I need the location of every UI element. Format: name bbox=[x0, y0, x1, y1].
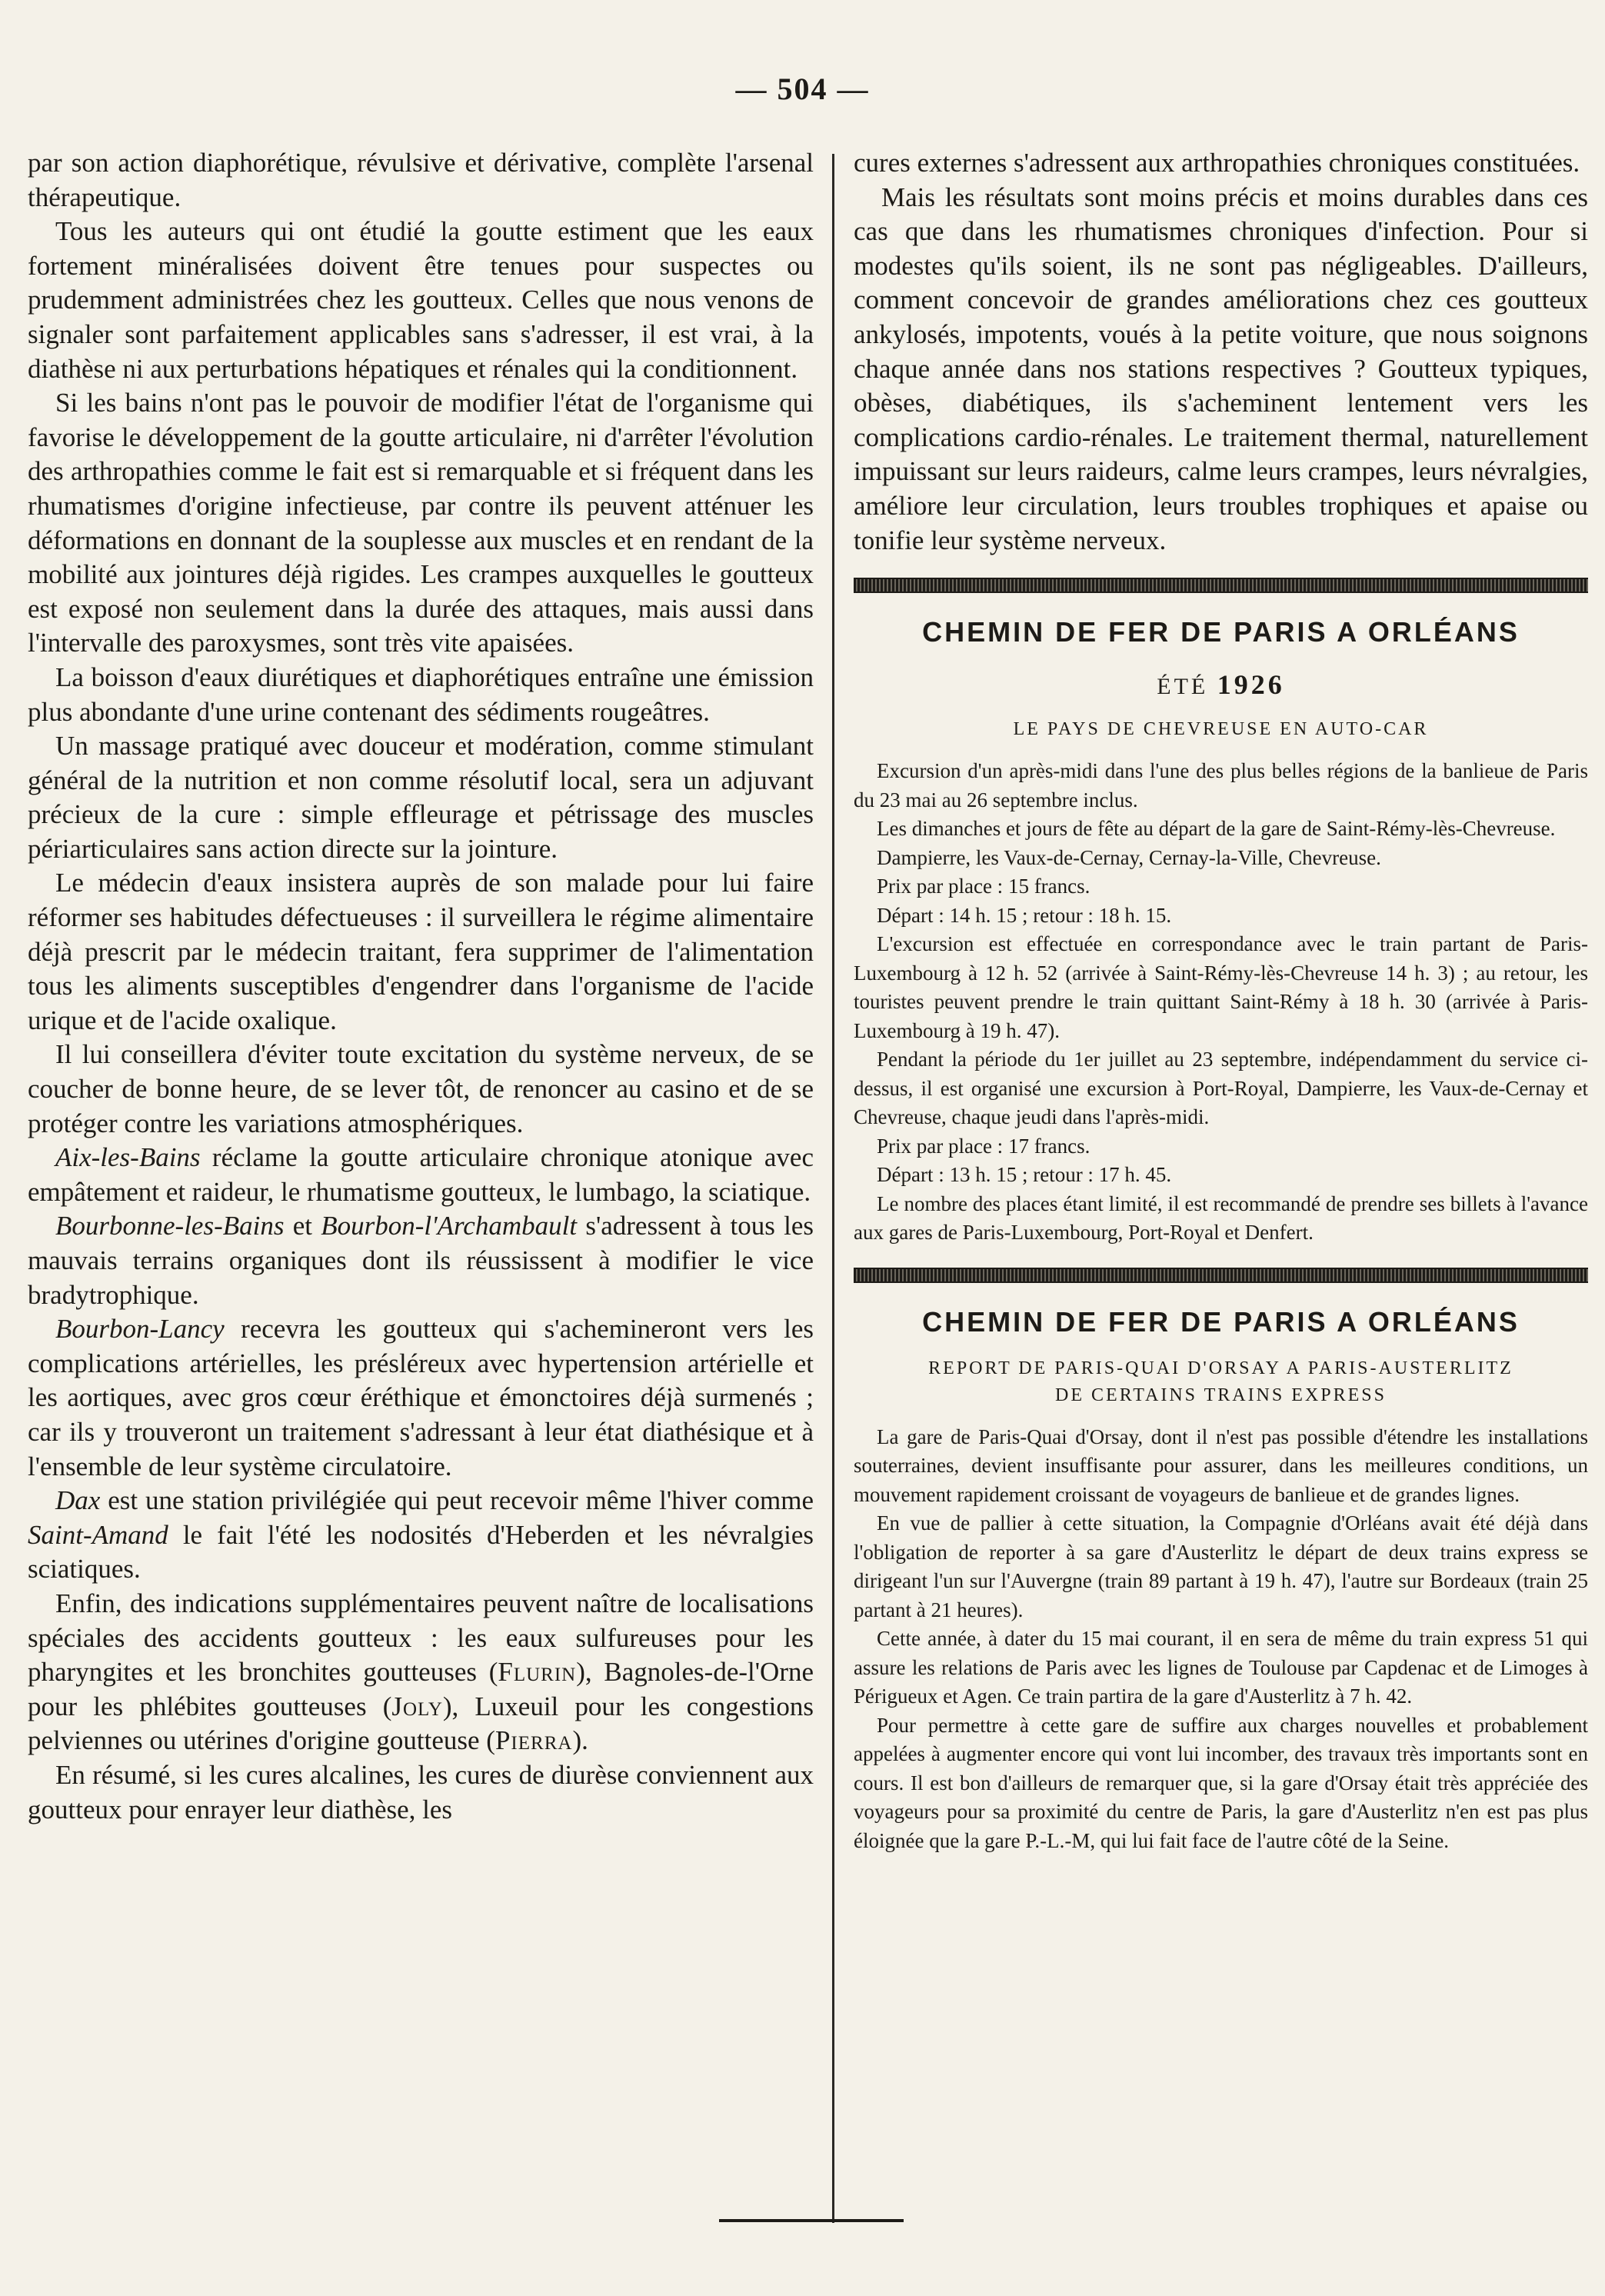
dax-text-a: est une station privilégiée qui peut recevoir même l'hiver comme bbox=[100, 1485, 814, 1516]
left-paragraph-7: Il lui conseillera d'éviter toute excitation du système nerveux, de se coucher de bonne heure, de se lever tôt, de renoncer au casino et de se protéger contre les variations atmosphériques. bbox=[28, 1039, 814, 1138]
ad1-title: CHEMIN DE FER DE PARIS A ORLÉANS bbox=[922, 616, 1520, 648]
left-paragraph-bourbon-lancy bbox=[28, 1312, 814, 1484]
advertisement-chevreuse bbox=[854, 616, 1588, 1248]
left-paragraph-3: Si les bains n'ont pas le pouvoir de modifier l'état de l'organisme qui favorise le développement de la goutte articulaire, ni d'arrêter l'évolution des arthropathies comme le fait est si remarquable et si fréquent dans les rhumatismes d'origine infectieuse, par contre ils peuvent atténuer les déformations en donnant de la souplesse aux muscles et en rendant de la mobilité aux jointures déjà rigides. Les crampes auxquelles le goutteux est exposé non seulement dans la durée des attaques, mais aussi dans l'intervalle des paroxysmes, sont très vite apaisées. bbox=[28, 388, 814, 658]
left-paragraph-bourbonne bbox=[28, 1209, 814, 1312]
ad1-paragraph-8: Prix par place : 17 francs. bbox=[877, 1134, 1091, 1158]
ad2-paragraph-2: En vue de pallier à cette situation, la Compagnie d'Orléans avait été déjà dans l'obligation de reporter à sa gare d'Austerlitz le départ de deux trains express se dirigeant l'un sur l'Auvergne (train 89 partant à 19 h. 47), l'autre sur Bordeaux (train 25 partant à 21 heures). bbox=[854, 1511, 1588, 1621]
author-flurin: Flurin bbox=[498, 1657, 577, 1688]
ad1-paragraph-6: L'excursion est effectuée en correspondance avec le train partant de Paris-Luxembourg à 12 h. 52 (arrivée à Saint-Rémy-lès-Chevreuse 14 h. 3) ; au retour, les touristes peuvent prendre le train quittant Saint-Rémy à 18 h. 30 (arrivée à Paris-Luxembourg à 19 h. 47). bbox=[854, 932, 1588, 1042]
station-name-bourbonne: Bourbonne-les-Bains bbox=[55, 1211, 285, 1241]
ad2-title: CHEMIN DE FER DE PARIS A ORLÉANS bbox=[922, 1305, 1520, 1338]
enfin-text-b: ), Bagnoles-de-l'Orne pour les phlébites goutteuses ( bbox=[28, 1657, 814, 1721]
ad1-paragraph-10: Le nombre des places étant limité, il est recommandé de prendre ses billets à l'avance aux gares de Paris-Luxembourg, Port-Royal et Denfert. bbox=[854, 1191, 1588, 1245]
left-paragraph-aix bbox=[28, 1141, 814, 1209]
ad1-paragraph-4: Prix par place : 15 francs. bbox=[877, 875, 1091, 898]
ad1-paragraph-7: Pendant la période du 1er juillet au 23 septembre, indépendamment du service ci-dessus, il est organisé une excursion à Port-Royal, Dampierre, les Vaux-de-Cernay et Chevreuse, chaque jeudi dans l'après-midi. bbox=[854, 1048, 1588, 1129]
right-paragraph-2: Mais les résultats sont moins précis et moins durables dans ces cas que dans les rhumatismes chroniques d'infection. Pour si modestes qu'ils soient, ils ne sont pas négligeables. D'ailleurs, comment concevoir de grandes améliorations chez ces goutteux ankylosés, impotents, voués à la petite voiture, que nous soignons chaque année dans nos stations respectives ? Goutteux typiques, obèses, diabétiques, ils s'acheminent lentement vers les complications cardio-rénales. Le traitement thermal, naturellement impuissant sur leurs raideurs, calme leurs crampes, leurs névralgies, améliore leur circulation, leurs troubles trophiques et apaise ou tonifie leur système nerveux. bbox=[854, 182, 1588, 555]
left-paragraph-1: par son action diaphorétique, révulsive et dérivative, complète l'arsenal thérapeutique. bbox=[28, 148, 814, 212]
ad2-body bbox=[854, 1423, 1588, 1856]
right-column bbox=[854, 146, 1588, 2223]
left-paragraph-5: Un massage pratiqué avec douceur et modération, comme stimulant général de la nutrition et non comme résolutif local, sera un adjuvant précieux de la cure : simple effleurage et pétrissage des muscles périarticulaires sans action directe sur la jointure. bbox=[28, 731, 814, 864]
ad1-subtitle: LE PAYS DE CHEVREUSE EN AUTO-CAR bbox=[1013, 719, 1429, 740]
ad1-season bbox=[854, 668, 1588, 701]
section-rule-2 bbox=[854, 1268, 1588, 1283]
left-paragraph-resume: En résumé, si les cures alcalines, les cures de diurèse conviennent aux goutteux pour enrayer leur diathèse, les bbox=[28, 1759, 814, 1824]
bourbon-lancy-text: recevra les goutteux qui s'achemineront vers les complications artérielles, les présléreux avec hypertension artérielle et les aortiques, avec gros cœur éréthique et émonctoires déjà surmenés ; car ils y trouveront un traitement s'adressant à leur état diathésique et à l'ensemble de leur système circulatoire. bbox=[28, 1314, 814, 1481]
station-name-aix: Aix-les-Bains bbox=[55, 1142, 201, 1173]
ad1-paragraph-5: Départ : 14 h. 15 ; retour : 18 h. 15. bbox=[877, 903, 1172, 927]
author-pierra: Pierra bbox=[494, 1725, 573, 1756]
left-column bbox=[28, 146, 814, 2223]
ad1-season-label: ÉTÉ bbox=[1157, 674, 1209, 700]
station-name-bourbon-lancy: Bourbon-Lancy bbox=[55, 1314, 225, 1345]
ad1-paragraph-3: Dampierre, les Vaux-de-Cernay, Cernay-la-Ville, Chevreuse. bbox=[877, 845, 1381, 869]
ad1-body bbox=[854, 757, 1588, 1248]
conjunction-text: et bbox=[284, 1211, 321, 1241]
section-rule-1 bbox=[854, 578, 1588, 593]
column-divider bbox=[832, 154, 834, 2223]
aix-text: réclame la goutte articulaire chronique atonique avec empâtement et raideur, le rhumatisme goutteux, le lumbago, la sciatique. bbox=[28, 1142, 814, 1207]
bourbonne-text: s'adressent à tous les mauvais terrains organiques dont ils réussissent à modifier le vice bradytrophique. bbox=[28, 1211, 814, 1310]
left-paragraph-2: Tous les auteurs qui ont étudié la goutte estiment que les eaux fortement minéralisées doivent être tenues pour suspectes ou prudemment administrées chez les goutteux. Celles que nous venons de signaler sont parfaitement applicables sans s'adresser, il est vrai, à la diathèse ni aux perturbations hépatiques et rénales qui la conditionnent. bbox=[28, 216, 814, 384]
left-paragraph-enfin bbox=[28, 1587, 814, 1758]
ad2-paragraph-4: Pour permettre à cette gare de suffire aux charges nouvelles et probablement appelées à augmenter encore qui vont lui incomber, des travaux très importants sont en cours. Il est bon d'ailleurs de remarquer que, si la gare d'Orsay était très appréciée des voyageurs pour sa proximité du centre de Paris, la gare d'Austerlitz n'en est pas plus éloignée que la gare P.-L.-M, qui lui fait face de l'autre côté de la Seine. bbox=[854, 1713, 1588, 1852]
author-joly: Joly bbox=[391, 1691, 443, 1721]
article-continuation bbox=[854, 146, 1588, 558]
station-name-dax: Dax bbox=[55, 1485, 101, 1516]
enfin-text-c: ), Luxeuil pour les congestions pelviennes ou utérines d'origine goutteuse ( bbox=[28, 1691, 814, 1756]
ad1-paragraph-9: Départ : 13 h. 15 ; retour : 17 h. 45. bbox=[877, 1163, 1172, 1187]
ad2-paragraph-3: Cette année, à dater du 15 mai courant, il en sera de même du train express 51 qui assure les relations de Paris avec les lignes de Toulouse par Capdenac et de Limoges à Périgueux et Agen. Ce train partira de la gare d'Austerlitz à 7 h. 42. bbox=[854, 1627, 1588, 1708]
ad1-season-year: 1926 bbox=[1217, 669, 1285, 701]
ad2-paragraph-1: La gare de Paris-Quai d'Orsay, dont il n'est pas possible d'étendre les installations souterraines, devient insuffisante pour assurer, dans les meilleures conditions, un mouvement rapidement croissant de voyageurs de banlieue et de grandes lignes. bbox=[854, 1425, 1588, 1506]
left-paragraph-6: Le médecin d'eaux insistera auprès de son malade pour lui faire réformer ses habitudes défectueuses : il surveillera le régime alimentaire déjà prescrit par le médecin traitant, fera supprimer de l'alimentation tous les aliments susceptibles d'engendrer dans l'organisme de l'acide urique et de l'acide oxalique. bbox=[28, 868, 814, 1035]
right-paragraph-1: cures externes s'adressent aux arthropathies chroniques constituées. bbox=[854, 148, 1580, 178]
ad1-paragraph-1: Excursion d'un après-midi dans l'une des plus belles régions de la banlieue de Paris du 23 mai au 26 septembre inclus. bbox=[854, 759, 1588, 811]
advertisement-austerlitz bbox=[854, 1306, 1588, 1856]
page-number: — 504 — bbox=[735, 72, 870, 106]
ad2-subtitle-1: REPORT DE PARIS-QUAI D'ORSAY A PARIS-AUSTERLITZ bbox=[928, 1358, 1513, 1378]
ad1-paragraph-2: Les dimanches et jours de fête au départ de la gare de Saint-Rémy-lès-Chevreuse. bbox=[877, 817, 1556, 841]
left-paragraph-dax bbox=[28, 1484, 814, 1587]
dax-text-b: le fait l'été les nodosités d'Heberden et les névralgies sciatiques. bbox=[28, 1519, 814, 1585]
ad2-subtitle-2: DE CERTAINS TRAINS EXPRESS bbox=[1055, 1385, 1387, 1405]
station-name-saint-amand: Saint-Amand bbox=[28, 1519, 168, 1550]
enfin-text-d: ). bbox=[572, 1725, 588, 1756]
enfin-text-a: Enfin, des indications supplémentaires peuvent naître de localisations spéciales des accidents goutteux : les eaux sulfureuses pour les pharyngites et les bronchites goutteuses ( bbox=[28, 1588, 814, 1688]
bottom-rule bbox=[719, 2219, 904, 2222]
station-name-bourbon-archambault: Bourbon-l'Archambault bbox=[321, 1211, 578, 1241]
left-paragraph-4: La boisson d'eaux diurétiques et diaphorétiques entraîne une émission plus abondante d'une urine contenant des sédiments rougeâtres. bbox=[28, 661, 814, 727]
